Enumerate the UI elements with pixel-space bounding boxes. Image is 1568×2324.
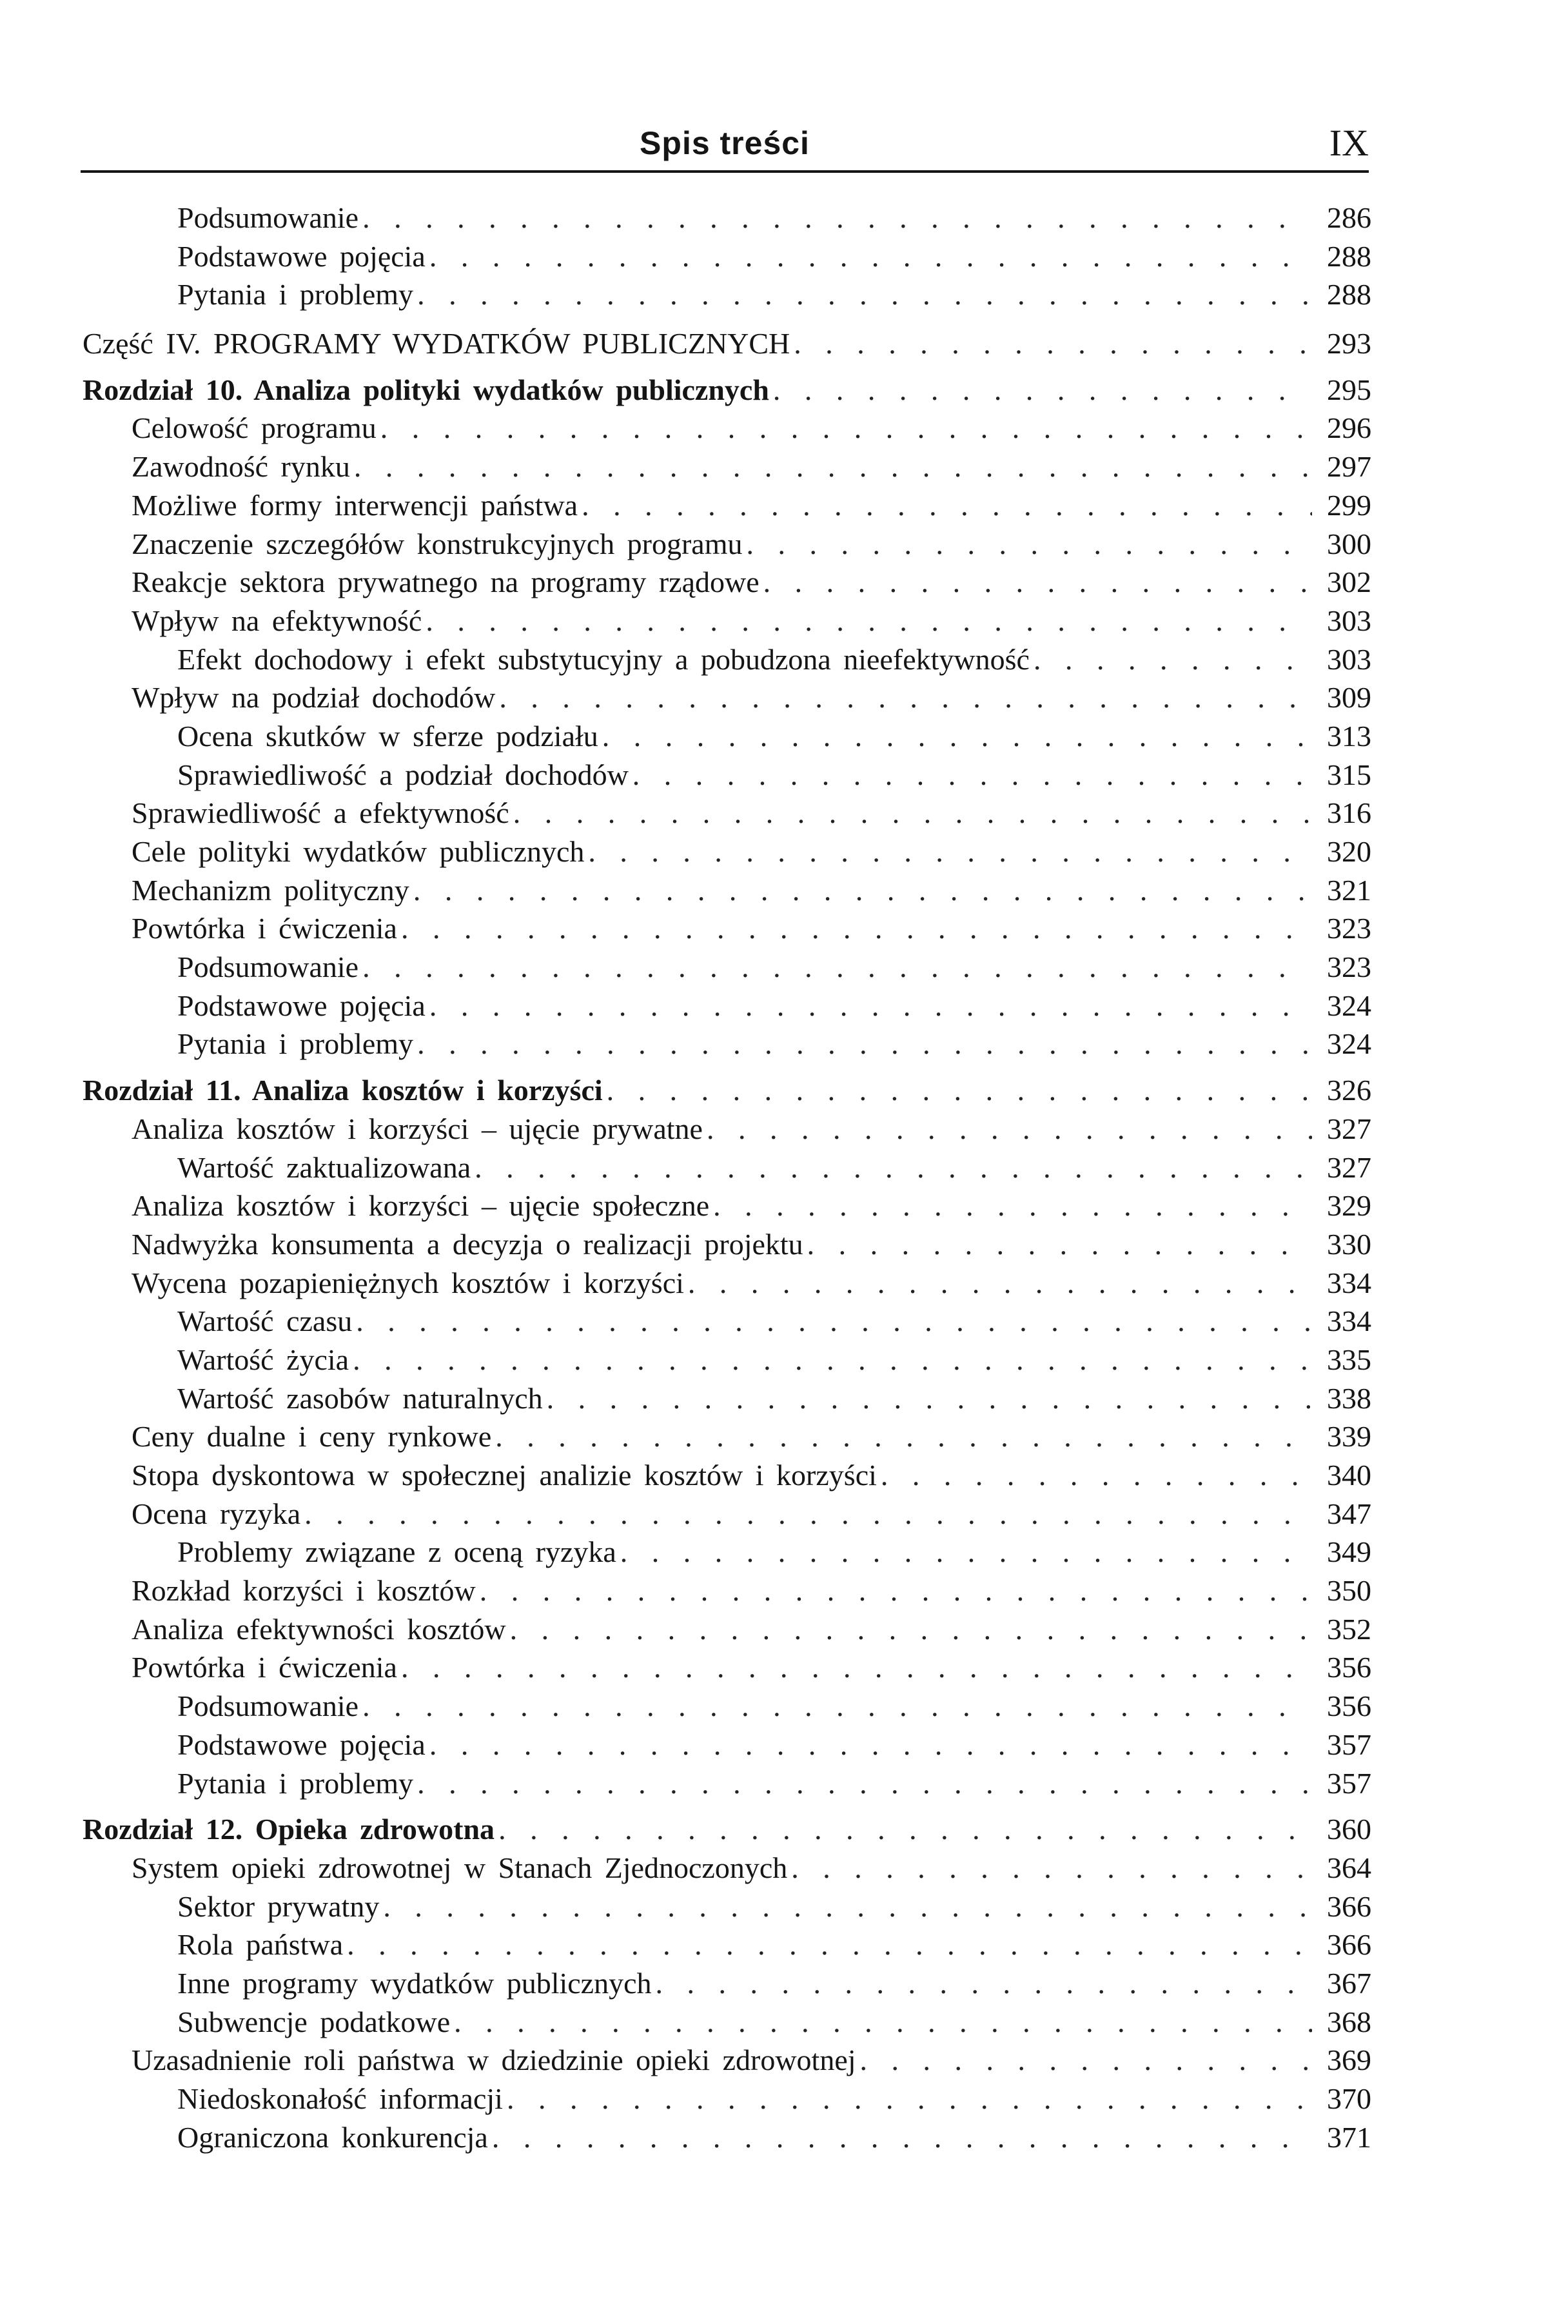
toc-entry-title: Pytania i problemy [177, 1766, 414, 1800]
dot-leader [383, 1887, 1312, 1926]
dot-leader [582, 486, 1312, 525]
toc-entry-title: Wartość życia [177, 1343, 349, 1376]
toc-entry [0, 1148, 1568, 1187]
toc-entry-title: Znaczenie szczegółów konstrukcyjnych programu [132, 527, 743, 560]
dot-leader [417, 275, 1312, 314]
toc-entry-title: Możliwe formy interwencji państwa [132, 488, 578, 522]
dot-leader [356, 1302, 1312, 1341]
dot-leader [401, 1648, 1312, 1687]
dot-leader [791, 1849, 1312, 1887]
toc-entry [0, 409, 1568, 448]
toc-entry [0, 717, 1568, 756]
toc-entry-page: 330 [1327, 1227, 1371, 1261]
toc-entry-page: 302 [1327, 566, 1371, 599]
toc-entry-title: Wartość zaktualizowana [177, 1150, 471, 1184]
toc-entry-page: 352 [1327, 1612, 1371, 1646]
dot-leader [499, 678, 1312, 717]
toc-entry-title: Problemy związane z oceną ryzyka [177, 1535, 616, 1569]
dot-leader [492, 2118, 1312, 2157]
toc-entry [0, 1264, 1568, 1303]
toc-entry-title: Ocena ryzyka [132, 1497, 301, 1530]
toc-entry-page: 320 [1327, 835, 1371, 868]
toc-entry-page: 357 [1327, 1766, 1371, 1800]
toc-entry [0, 1533, 1568, 1571]
toc-entry-title: Cele polityki wydatków publicznych [132, 835, 585, 868]
toc-entry-page: 313 [1327, 719, 1371, 753]
dot-leader [354, 448, 1312, 486]
toc-entry-page: 299 [1327, 488, 1371, 522]
toc-entry-title: Rozdział 10. Analiza polityki wydatków publicznych [83, 373, 769, 406]
dot-leader [656, 1964, 1312, 2003]
toc-entry [0, 1417, 1568, 1456]
toc-entry-page: 367 [1327, 1966, 1371, 2000]
toc-entry [0, 199, 1568, 237]
toc-entry-title: Rozdział 12. Opieka zdrowotna [83, 1813, 495, 1846]
dot-leader [807, 1225, 1312, 1264]
running-title: Spis treści [640, 125, 810, 161]
toc-entry [0, 832, 1568, 871]
toc-entry-title: Uzasadnienie roli państwa w dziedzinie opieki zdrowotnej [132, 2043, 856, 2077]
toc-entry-page: 324 [1327, 989, 1371, 1022]
toc-entry-page: 327 [1327, 1112, 1371, 1145]
toc-entry-title: Pytania i problemy [177, 278, 414, 311]
toc-entry-page: 366 [1327, 1928, 1371, 1962]
toc-entry [0, 1379, 1568, 1418]
toc-entry [0, 2041, 1568, 2080]
dot-leader [607, 1071, 1312, 1110]
toc-entry-page: 357 [1327, 1728, 1371, 1761]
toc-entry-page: 366 [1327, 1889, 1371, 1923]
dot-leader [688, 1264, 1312, 1303]
toc-entry [0, 1110, 1568, 1148]
toc-entry-page: 329 [1327, 1189, 1371, 1223]
toc-entry [0, 1964, 1568, 2003]
dot-leader [480, 1571, 1312, 1610]
dot-leader [881, 1456, 1312, 1495]
toc-entry-title: Wpływ na efektywność [132, 604, 422, 637]
toc-entry-page: 349 [1327, 1535, 1371, 1569]
toc-entry-title: Podsumowanie [177, 1689, 359, 1723]
toc-entry [0, 1764, 1568, 1803]
toc-entry-page: 321 [1327, 873, 1371, 907]
toc-entry-title: Analiza efektywności kosztów [132, 1612, 506, 1646]
toc-entry [0, 1887, 1568, 1926]
table-of-contents [0, 199, 1568, 2156]
toc-entry-page: 356 [1327, 1689, 1371, 1723]
toc-entry-page: 356 [1327, 1651, 1371, 1684]
toc-entry [0, 1025, 1568, 1063]
toc-entry-title: Analiza kosztów i korzyści – ujęcie prywatne [132, 1112, 703, 1145]
toc-chapter-entry [0, 371, 1568, 409]
dot-leader [707, 1110, 1312, 1148]
toc-entry-page: 300 [1327, 527, 1371, 560]
toc-entry-page: 347 [1327, 1497, 1371, 1530]
dot-leader [602, 717, 1312, 756]
toc-entry-page: 288 [1327, 278, 1371, 311]
toc-entry-title: Niedoskonałość informacji [177, 2082, 503, 2115]
dot-leader [401, 909, 1312, 948]
toc-entry [0, 525, 1568, 564]
toc-entry-page: 327 [1327, 1150, 1371, 1184]
toc-entry-title: Podstawowe pojęcia [177, 239, 426, 273]
toc-entry-page: 303 [1327, 642, 1371, 676]
toc-entry-page: 370 [1327, 2082, 1371, 2115]
toc-entry-title: Sprawiedliwość a podział dochodów [177, 758, 629, 791]
toc-entry [0, 1648, 1568, 1687]
dot-leader [429, 987, 1312, 1025]
dot-leader [413, 871, 1312, 910]
toc-entry-title: Nadwyżka konsumenta a decyzja o realizacji projektu [132, 1227, 803, 1261]
toc-part-entry [0, 324, 1568, 363]
dot-leader [510, 1610, 1312, 1649]
toc-entry [0, 1495, 1568, 1533]
toc-entry-page: 360 [1327, 1813, 1371, 1846]
toc-entry-title: Wpływ na podział dochodów [132, 681, 496, 714]
toc-entry [0, 1849, 1568, 1887]
toc-entry-page: 303 [1327, 604, 1371, 637]
toc-entry [0, 1302, 1568, 1341]
toc-entry [0, 2080, 1568, 2118]
toc-entry-title: Ceny dualne i ceny rynkowe [132, 1420, 492, 1453]
toc-entry-title: Stopa dyskontowa w społecznej analizie kosztów i korzyści [132, 1459, 877, 1492]
toc-entry-title: Podsumowanie [177, 201, 359, 234]
dot-leader [304, 1495, 1312, 1533]
toc-entry-page: 316 [1327, 796, 1371, 830]
toc-entry-page: 309 [1327, 681, 1371, 714]
toc-entry-page: 364 [1327, 1851, 1371, 1884]
toc-entry-title: Reakcje sektora prywatnego na programy rządowe [132, 566, 760, 599]
toc-entry [0, 794, 1568, 832]
dot-leader [417, 1025, 1312, 1063]
toc-entry [0, 563, 1568, 602]
dot-leader [347, 1925, 1312, 1964]
dot-leader [860, 2041, 1312, 2080]
toc-entry [0, 2118, 1568, 2157]
dot-leader [353, 1341, 1312, 1379]
page-number: IX [1329, 122, 1369, 164]
toc-entry-title: Powtórka i ćwiczenia [132, 912, 397, 945]
dot-leader [362, 948, 1312, 987]
dot-leader [362, 199, 1312, 237]
dot-leader [495, 1417, 1312, 1456]
dot-leader [429, 1726, 1312, 1764]
toc-entry [0, 1225, 1568, 1264]
toc-entry [0, 486, 1568, 525]
toc-entry-page: 339 [1327, 1420, 1371, 1453]
toc-entry-title: Analiza kosztów i korzyści – ujęcie społeczne [132, 1189, 710, 1223]
dot-leader [773, 371, 1312, 409]
toc-entry [0, 2003, 1568, 2042]
toc-entry-title: Ograniczona konkurencja [177, 2120, 488, 2154]
toc-entry-page: 323 [1327, 912, 1371, 945]
toc-chapter-entry [0, 1810, 1568, 1849]
toc-entry-title: Rozkład korzyści i kosztów [132, 1574, 476, 1608]
toc-entry-page: 371 [1327, 2120, 1371, 2154]
toc-entry-title: Wycena pozapieniężnych kosztów i korzyści [132, 1266, 684, 1299]
dot-leader [713, 1187, 1312, 1225]
dot-leader [746, 525, 1312, 564]
dot-leader [620, 1533, 1312, 1571]
toc-entry-title: Rola państwa [177, 1928, 344, 1962]
toc-entry [0, 1726, 1568, 1764]
toc-entry [0, 1610, 1568, 1649]
toc-entry-page: 297 [1327, 450, 1371, 484]
toc-entry-title: Wartość czasu [177, 1305, 353, 1338]
toc-entry-title: Wartość zasobów naturalnych [177, 1381, 543, 1415]
dot-leader [507, 2080, 1312, 2118]
toc-entry-page: 323 [1327, 950, 1371, 984]
toc-entry-title: Celowość programu [132, 411, 377, 445]
toc-entry-title: Sektor prywatny [177, 1889, 380, 1923]
toc-entry-title: Efekt dochodowy i efekt substytucyjny a pobudzona nieefektywność [177, 642, 1030, 676]
toc-entry-title: Powtórka i ćwiczenia [132, 1651, 397, 1684]
toc-entry-title: Subwencje podatkowe [177, 2005, 451, 2038]
toc-entry-title: Inne programy wydatków publicznych [177, 1966, 652, 2000]
dot-leader [547, 1379, 1312, 1418]
page-header [81, 117, 1369, 169]
dot-leader [794, 324, 1312, 363]
toc-entry-page: 369 [1327, 2043, 1371, 2077]
dot-leader [498, 1810, 1312, 1849]
toc-entry [0, 678, 1568, 717]
header-rule [81, 170, 1369, 173]
toc-chapter-entry [0, 1071, 1568, 1110]
dot-leader [454, 2003, 1312, 2042]
dot-leader [362, 1687, 1312, 1726]
toc-entry-title: Rozdział 11. Analiza kosztów i korzyści [83, 1074, 603, 1107]
toc-entry-page: 340 [1327, 1459, 1371, 1492]
toc-entry-title: Pytania i problemy [177, 1027, 414, 1061]
toc-entry [0, 602, 1568, 640]
toc-entry [0, 909, 1568, 948]
dot-leader [632, 756, 1312, 794]
toc-entry-page: 295 [1327, 373, 1371, 406]
toc-entry-page: 368 [1327, 2005, 1371, 2038]
toc-entry-title: Mechanizm polityczny [132, 873, 409, 907]
toc-entry [0, 237, 1568, 276]
dot-leader [513, 794, 1312, 832]
dot-leader [763, 563, 1312, 602]
dot-leader [426, 602, 1312, 640]
toc-entry-page: 334 [1327, 1266, 1371, 1299]
toc-entry [0, 1571, 1568, 1610]
toc-entry [0, 948, 1568, 987]
toc-entry-page: 286 [1327, 201, 1371, 234]
dot-leader [1034, 640, 1312, 679]
toc-entry [0, 640, 1568, 679]
toc-entry [0, 1341, 1568, 1379]
toc-entry-title: Podsumowanie [177, 950, 359, 984]
toc-entry-page: 324 [1327, 1027, 1371, 1061]
toc-entry-title: Podstawowe pojęcia [177, 989, 426, 1022]
toc-entry-page: 326 [1327, 1074, 1371, 1107]
toc-entry-page: 315 [1327, 758, 1371, 791]
toc-entry [0, 1456, 1568, 1495]
toc-entry-page: 288 [1327, 239, 1371, 273]
toc-entry-title: Sprawiedliwość a efektywność [132, 796, 509, 830]
toc-entry [0, 275, 1568, 314]
toc-entry-title: System opieki zdrowotnej w Stanach Zjednoczonych [132, 1851, 788, 1884]
toc-entry [0, 871, 1568, 910]
dot-leader [588, 832, 1312, 871]
toc-entry [0, 448, 1568, 486]
dot-leader [417, 1764, 1312, 1803]
toc-entry-title: Ocena skutków w sferze podziału [177, 719, 598, 753]
toc-entry-title: Podstawowe pojęcia [177, 1728, 426, 1761]
toc-entry [0, 1925, 1568, 1964]
dot-leader [429, 237, 1312, 276]
dot-leader [475, 1148, 1312, 1187]
dot-leader [380, 409, 1312, 448]
toc-entry [0, 987, 1568, 1025]
toc-entry-title: Zawodność rynku [132, 450, 350, 484]
toc-entry-page: 338 [1327, 1381, 1371, 1415]
toc-entry-page: 334 [1327, 1305, 1371, 1338]
toc-entry [0, 756, 1568, 794]
toc-entry [0, 1687, 1568, 1726]
toc-entry-page: 350 [1327, 1574, 1371, 1608]
toc-entry-title: Część IV. PROGRAMY WYDATKÓW PUBLICZNYCH [83, 327, 790, 360]
toc-entry-page: 335 [1327, 1343, 1371, 1376]
toc-entry-page: 296 [1327, 411, 1371, 445]
toc-entry [0, 1187, 1568, 1225]
toc-entry-page: 293 [1327, 327, 1371, 360]
